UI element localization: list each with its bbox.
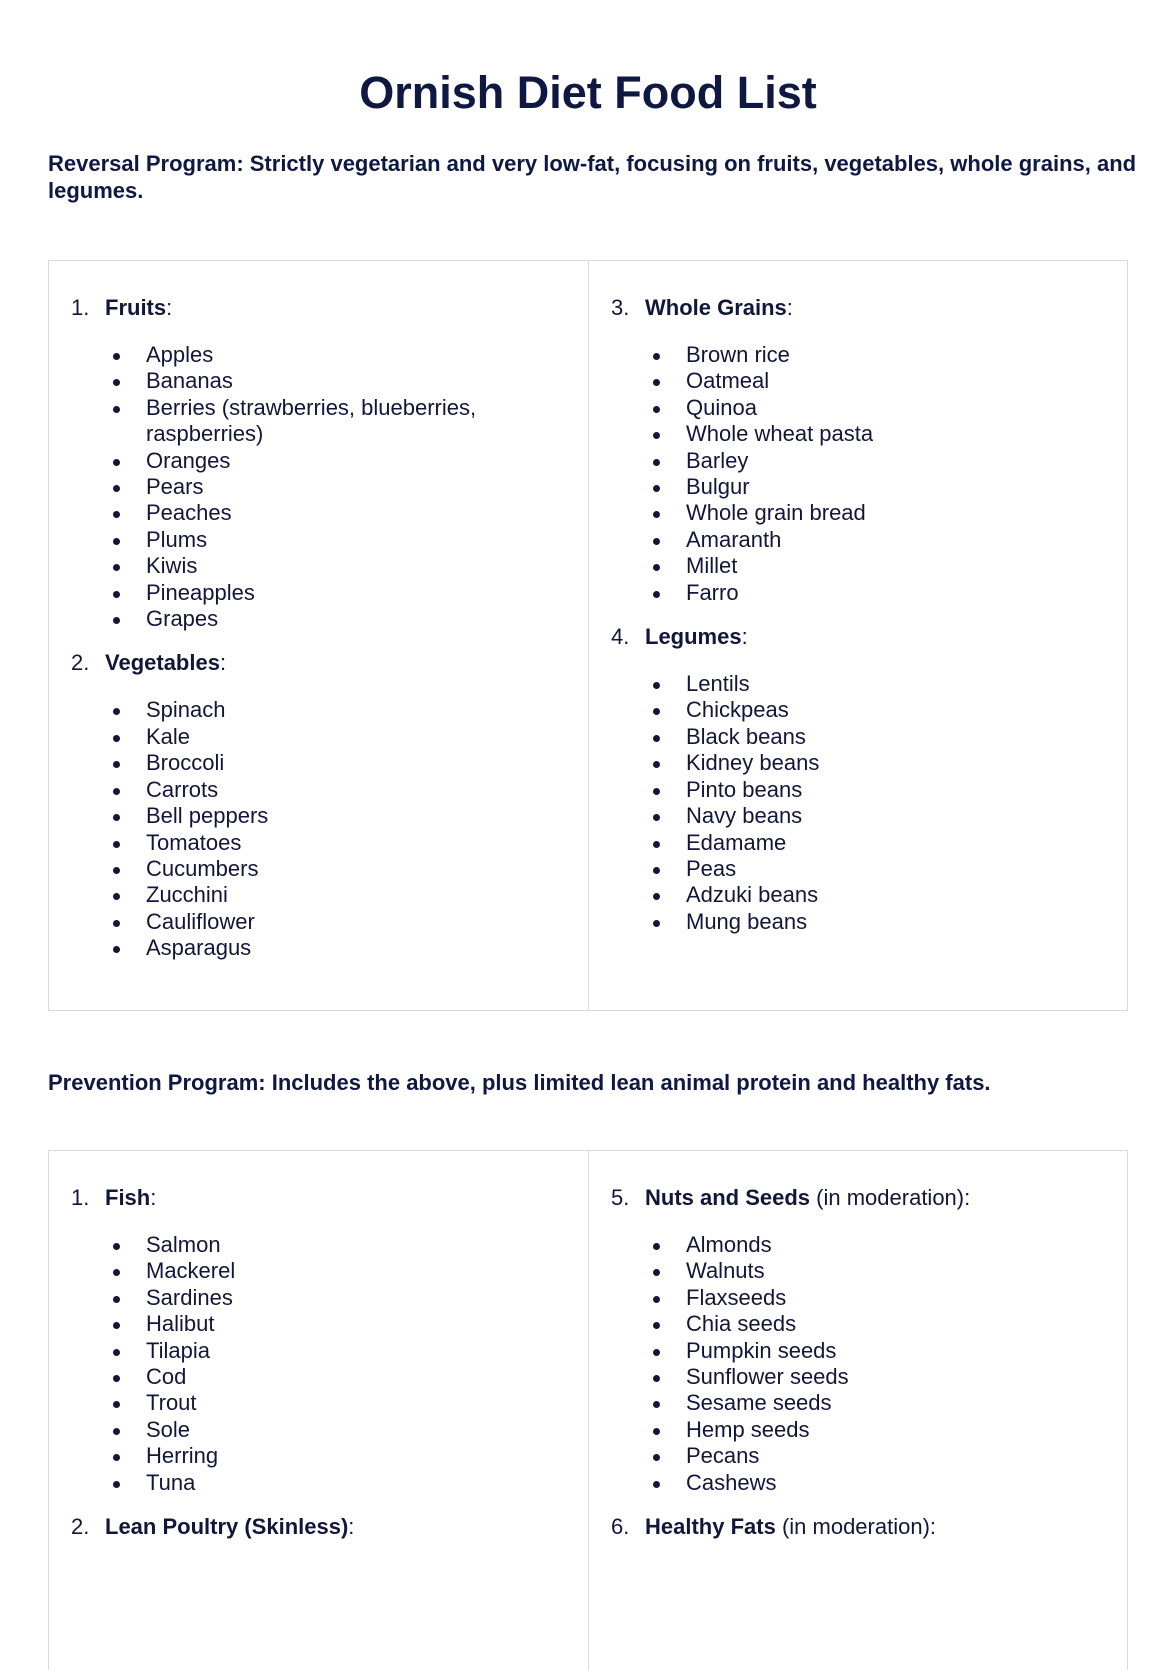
reversal-left-column: [49, 261, 588, 1010]
category-heading: [71, 1514, 568, 1540]
food-item: Mackerel: [109, 1258, 568, 1284]
food-item: Sunflower seeds: [649, 1364, 1107, 1390]
food-item-list: [71, 697, 568, 961]
food-item: Kale: [109, 724, 568, 750]
category-number: 2.: [71, 650, 90, 676]
food-item: Sole: [109, 1417, 568, 1443]
category-number: 6.: [611, 1514, 630, 1540]
food-item: Edamame: [649, 830, 1107, 856]
page-title: Ornish Diet Food List: [359, 67, 817, 118]
category-suffix: :: [150, 1185, 157, 1210]
category-suffix: :: [348, 1514, 355, 1540]
reversal-food-table: [48, 260, 1128, 1011]
category-name: Whole Grains: [645, 295, 787, 320]
food-item: Zucchini: [109, 882, 568, 908]
food-category: [71, 295, 568, 632]
category-heading: [611, 1185, 1107, 1211]
food-item: Pineapples: [109, 580, 568, 606]
category-name: Vegetables: [105, 650, 220, 676]
category-number: 4.: [611, 624, 630, 650]
food-item: Black beans: [649, 724, 1107, 750]
food-item: Chia seeds: [649, 1311, 1107, 1337]
food-item: Oatmeal: [649, 368, 1107, 394]
food-item: Bananas: [109, 368, 568, 394]
category-name: Healthy Fats: [645, 1514, 776, 1540]
category-heading: [71, 295, 568, 321]
category-name: Fruits: [105, 295, 167, 320]
food-item: Navy beans: [649, 803, 1107, 829]
category-number: 5.: [611, 1185, 630, 1210]
category-heading: [611, 624, 1107, 650]
food-category: [611, 624, 1107, 935]
food-item: Almonds: [649, 1232, 1107, 1258]
food-item: Halibut: [109, 1311, 568, 1337]
category-label: [645, 1185, 970, 1211]
food-item: Whole grain bread: [649, 500, 1107, 526]
food-item: Lentils: [649, 671, 1107, 697]
food-item: Bulgur: [649, 474, 1107, 500]
reversal-program-heading: Reversal Program: Strictly vegetarian and very low-fat, focusing on fruits, vegetables, whole grains, and legumes.: [48, 151, 1137, 203]
category-name: Legumes: [645, 624, 742, 650]
category-heading: [71, 1185, 568, 1211]
category-number: 1.: [71, 295, 90, 320]
category-heading: [611, 295, 1107, 321]
food-item: Apples: [109, 342, 568, 368]
food-category: [611, 295, 1107, 606]
prevention-left-column: [49, 1151, 588, 1670]
food-item: Oranges: [109, 448, 568, 474]
category-label: [105, 295, 172, 321]
category-name: Fish: [105, 1185, 151, 1210]
food-item: Pears: [109, 474, 568, 500]
food-category: [71, 650, 568, 961]
food-item: Amaranth: [649, 527, 1107, 553]
category-name: Lean Poultry (Skinless): [105, 1514, 349, 1540]
category-label: [105, 650, 226, 676]
food-category: [611, 1514, 1107, 1540]
category-number: 2.: [71, 1514, 90, 1540]
food-item: Broccoli: [109, 750, 568, 776]
food-item: Kidney beans: [649, 750, 1107, 776]
category-label: [105, 1514, 354, 1540]
category-heading: [611, 1514, 1107, 1540]
food-item-list: [611, 671, 1107, 935]
food-item: Tuna: [109, 1470, 568, 1496]
category-suffix: :: [219, 650, 227, 676]
food-item: Trout: [109, 1390, 568, 1416]
reversal-right-column: [588, 261, 1127, 1010]
prevention-right-column: [588, 1151, 1127, 1670]
prevention-program-heading: Prevention Program: Includes the above, plus limited lean animal protein and healthy fats.: [48, 1070, 991, 1095]
food-item: Walnuts: [649, 1258, 1107, 1284]
food-item: Peaches: [109, 500, 568, 526]
food-item: Cauliflower: [109, 909, 568, 935]
food-item: Cashews: [649, 1470, 1107, 1496]
food-item: Pumpkin seeds: [649, 1338, 1107, 1364]
food-item: Grapes: [109, 606, 568, 632]
food-item: Berries (strawberries, blueberries, raspberries): [109, 395, 568, 448]
food-item: Carrots: [109, 777, 568, 803]
food-category: [611, 1185, 1107, 1496]
category-name: Nuts and Seeds: [645, 1185, 811, 1210]
category-heading: [71, 650, 568, 676]
food-item: Cucumbers: [109, 856, 568, 882]
food-item: Herring: [109, 1443, 568, 1469]
food-item: Tomatoes: [109, 830, 568, 856]
category-label: [645, 624, 748, 650]
food-item: Asparagus: [109, 935, 568, 961]
food-item: Pecans: [649, 1443, 1107, 1469]
food-item: Hemp seeds: [649, 1417, 1107, 1443]
food-item: Brown rice: [649, 342, 1107, 368]
food-item: Millet: [649, 553, 1107, 579]
food-item: Peas: [649, 856, 1107, 882]
food-item: Mung beans: [649, 909, 1107, 935]
food-item-list: [71, 342, 568, 632]
food-item: Spinach: [109, 697, 568, 723]
category-number: 1.: [71, 1185, 90, 1210]
category-suffix: (in moderation):: [810, 1185, 971, 1210]
prevention-food-table: [48, 1150, 1128, 1670]
food-item: Pinto beans: [649, 777, 1107, 803]
food-category: [71, 1514, 568, 1540]
food-item-list: [71, 1232, 568, 1496]
food-item-list: [611, 342, 1107, 606]
food-item: Plums: [109, 527, 568, 553]
food-item-list: [611, 1232, 1107, 1496]
category-suffix: :: [786, 295, 793, 320]
food-item: Sesame seeds: [649, 1390, 1107, 1416]
food-item: Barley: [649, 448, 1107, 474]
category-suffix: :: [741, 624, 748, 650]
food-item: Quinoa: [649, 395, 1107, 421]
food-category: [71, 1185, 568, 1496]
category-suffix: :: [166, 295, 173, 320]
food-item: Salmon: [109, 1232, 568, 1258]
food-item: Cod: [109, 1364, 568, 1390]
category-label: [645, 1514, 936, 1540]
food-item: Whole wheat pasta: [649, 421, 1107, 447]
food-item: Sardines: [109, 1285, 568, 1311]
category-label: [105, 1185, 156, 1211]
food-item: Chickpeas: [649, 697, 1107, 723]
category-suffix: (in moderation):: [775, 1514, 937, 1540]
food-item: Bell peppers: [109, 803, 568, 829]
food-item: Kiwis: [109, 553, 568, 579]
category-label: [645, 295, 793, 321]
category-number: 3.: [611, 295, 630, 320]
food-item: Farro: [649, 580, 1107, 606]
food-item: Adzuki beans: [649, 882, 1107, 908]
food-item: Flaxseeds: [649, 1285, 1107, 1311]
food-item: Tilapia: [109, 1338, 568, 1364]
